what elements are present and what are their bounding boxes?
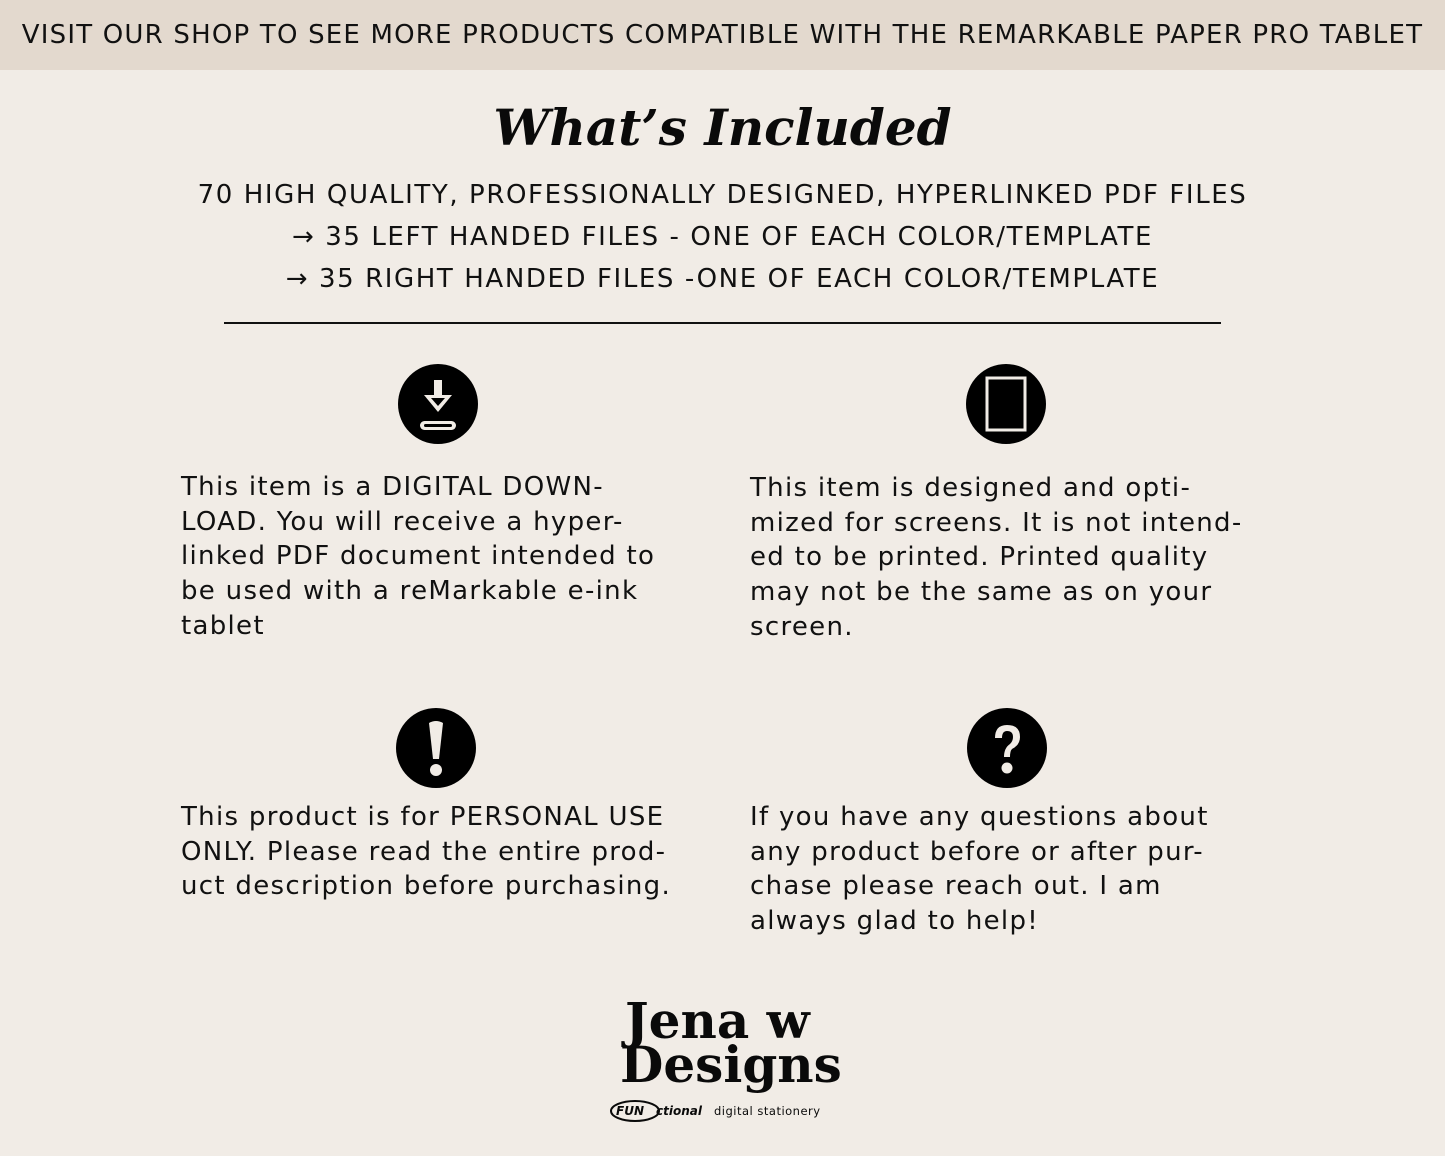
page-title: What’s Included (493, 98, 952, 157)
feature-line: LOAD. You will receive a hyper- (181, 506, 624, 537)
logo-tagline-end: digital stationery (714, 1104, 821, 1118)
feature-line: uct description before purchasing. (181, 871, 672, 902)
feature-line: ONLY. Please read the entire prod- (181, 836, 667, 867)
shop-banner-text: VISIT OUR SHOP TO SEE MORE PRODUCTS COMPATIBLE WITH THE REMARKABLE PAPER PRO TABLET (21, 20, 1424, 50)
tablet-icon (966, 364, 1046, 444)
feature-questions-text (750, 800, 1310, 939)
summary-line-left-handed: → 35 LEFT HANDED FILES - ONE OF EACH COLOR/TEMPLATE (291, 222, 1154, 252)
feature-line: tablet (181, 610, 265, 641)
shop-banner[interactable] (0, 0, 1445, 70)
brand-logo (600, 990, 850, 1125)
exclamation-icon (396, 708, 476, 788)
question-icon (967, 708, 1047, 788)
logo-tagline-badge: FUN (616, 1104, 644, 1118)
feature-line: ed to be printed. Printed quality (750, 542, 1209, 573)
feature-line: This product is for PERSONAL USE (181, 802, 665, 832)
feature-line: be used with a reMarkable e-ink (181, 576, 639, 607)
feature-line: any product before or after pur- (750, 836, 1204, 867)
feature-line: always glad to help! (750, 906, 1039, 937)
feature-line: chase please reach out. I am (750, 871, 1162, 902)
download-icon (398, 364, 478, 444)
feature-line: screen. (750, 611, 854, 642)
summary-line-right-handed: → 35 RIGHT HANDED FILES -ONE OF EACH COLOR/TEMPLATE (285, 264, 1160, 294)
feature-digital-download-text (181, 470, 741, 644)
feature-screen-optimized-text (750, 471, 1310, 645)
section-divider (224, 322, 1221, 324)
feature-personal-use-text (181, 800, 741, 904)
feature-line: mized for screens. It is not intend- (750, 507, 1243, 538)
summary-line-files: 70 HIGH QUALITY, PROFESSIONALLY DESIGNED, HYPERLINKED PDF FILES (197, 180, 1248, 210)
logo-tagline-rest: ctional (656, 1104, 702, 1118)
feature-line: may not be the same as on your (750, 577, 1213, 608)
logo-line-2: Designs (620, 1035, 842, 1094)
feature-line: This item is a DIGITAL DOWN- (181, 472, 604, 502)
feature-line: This item is designed and opti- (750, 473, 1192, 503)
logo-line-1: Jena w (625, 991, 810, 1050)
feature-line: linked PDF document intended to (181, 541, 656, 572)
feature-line: If you have any questions about (750, 802, 1209, 832)
